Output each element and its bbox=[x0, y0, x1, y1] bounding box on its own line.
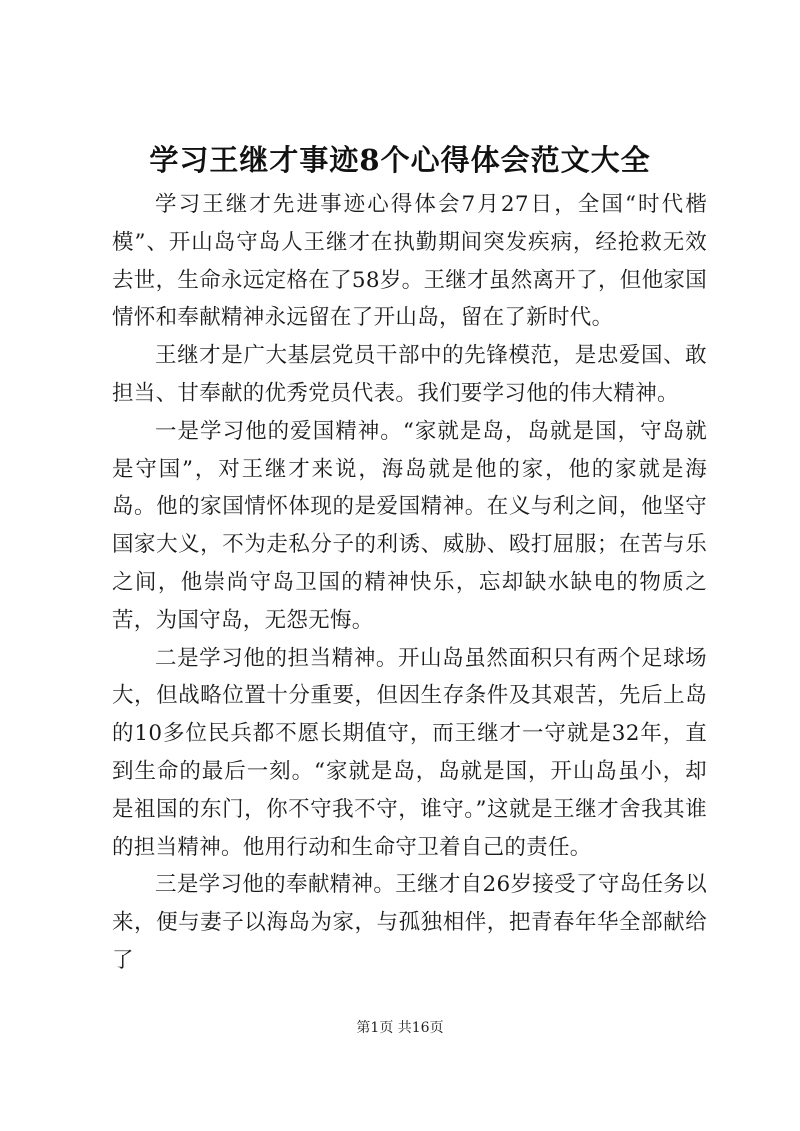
paragraph-patriotism: 一是学习他的爱国精神。“家就是岛，岛就是国，守岛就是守国”，对王继才来说，海岛就是他的家，他的家就是海岛。他的家国情怀体现的是爱国精神。在义与利之间，他坚守国家大义，不为走私分子的利诱、威胁、殴打屈服；在苦与乐之间，他崇尚守岛卫国的精神快乐，忘却缺水缺电的物质之苦，为国守岛，无怨无悔。 bbox=[112, 418, 707, 633]
paragraph-summary: 王继才是广大基层党员干部中的先锋模范，是忠爱国、敢担当、甘奉献的优秀党员代表。我们要学习他的伟大精神。 bbox=[112, 343, 707, 406]
document-title: 学习王继才事迹8个心得体会范文大全 bbox=[149, 143, 651, 177]
page-footer: 第1页 共16页 bbox=[356, 1020, 444, 1036]
paragraph-dedication: 三是学习他的奉献精神。王继才自26岁接受了守岛任务以来，便与妻子以海岛为家，与孤独相伴，把青春年华全部献给了 bbox=[112, 872, 707, 973]
paragraph-responsibility: 二是学习他的担当精神。开山岛虽然面积只有两个足球场大，但战略位置十分重要，但因生存条件及其艰苦，先后上岛的10多位民兵都不愿长期值守，而王继才一守就是32年，直到生命的最后一刻。“家就是岛，岛就是国，开山岛虽小，却是祖国的东门，你不守我不守，谁守。”这就是王继才舍我其谁的担当精神。他用行动和生命守卫着自己的责任。 bbox=[112, 645, 707, 860]
document-body bbox=[112, 186, 707, 980]
paragraph-intro: 学习王继才先进事迹心得体会7月27日，全国“时代楷模”、开山岛守岛人王继才在执勤期间突发疾病，经抢救无效去世，生命永远定格在了58岁。王继才虽然离开了，但他家国情怀和奉献精神永远留在了开山岛，留在了新时代。 bbox=[112, 192, 707, 331]
